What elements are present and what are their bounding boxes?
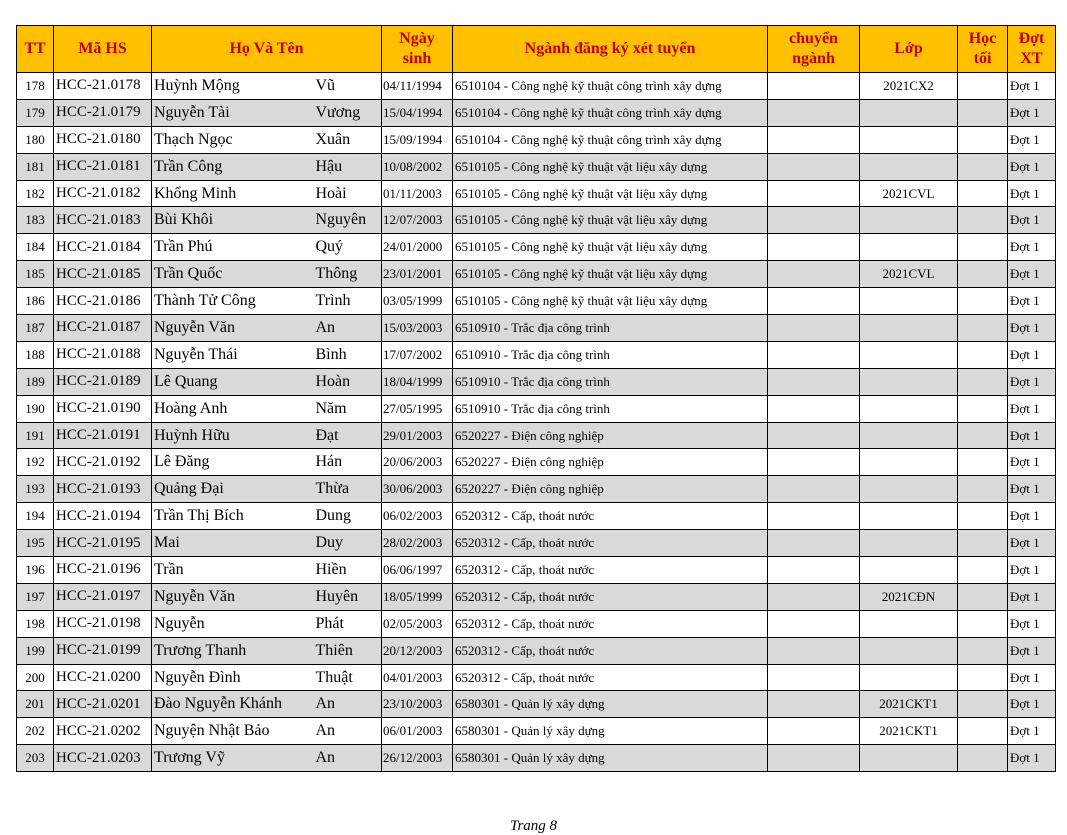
cell-hoc-toi	[958, 422, 1008, 449]
cell-ho: Nguyện Nhật Bảo	[152, 718, 314, 745]
cell-ngay-sinh: 12/07/2003	[382, 207, 453, 234]
table-row	[17, 288, 1056, 315]
cell-nganh: 6580301 - Quản lý xây dựng	[453, 691, 768, 718]
header-lop: Lớp	[860, 26, 958, 73]
header-dot-xt: Đợt XT	[1008, 26, 1056, 73]
table-row	[17, 691, 1056, 718]
cell-tt: 203	[17, 745, 54, 772]
cell-hoc-toi	[958, 476, 1008, 503]
cell-ten: Thừa	[314, 476, 382, 503]
table-row	[17, 503, 1056, 530]
cell-ho: Huỳnh Mộng	[152, 73, 314, 100]
cell-ten: Hán	[314, 449, 382, 476]
cell-hoc-toi	[958, 664, 1008, 691]
cell-ten: Năm	[314, 395, 382, 422]
cell-chuyen-nganh	[768, 126, 860, 153]
cell-ngay-sinh: 23/01/2001	[382, 261, 453, 288]
cell-ten: Huyên	[314, 583, 382, 610]
cell-chuyen-nganh	[768, 395, 860, 422]
cell-nganh: 6510105 - Công nghệ kỹ thuật vật liệu xây dựng	[453, 261, 768, 288]
cell-hoc-toi	[958, 583, 1008, 610]
cell-nganh: 6580301 - Quản lý xây dựng	[453, 718, 768, 745]
cell-ho: Trương Thanh	[152, 637, 314, 664]
cell-tt: 202	[17, 718, 54, 745]
header-hoc-toi: Học tối	[958, 26, 1008, 73]
cell-hoc-toi	[958, 315, 1008, 342]
cell-chuyen-nganh	[768, 691, 860, 718]
cell-ten: Duy	[314, 530, 382, 557]
cell-ma-hs: HCC-21.0179	[54, 99, 152, 126]
cell-nganh: 6510105 - Công nghệ kỹ thuật vật liệu xây dựng	[453, 288, 768, 315]
cell-tt: 188	[17, 341, 54, 368]
cell-nganh: 6520227 - Điện công nghiệp	[453, 449, 768, 476]
cell-chuyen-nganh	[768, 745, 860, 772]
cell-chuyen-nganh	[768, 530, 860, 557]
cell-ngay-sinh: 28/02/2003	[382, 530, 453, 557]
cell-ngay-sinh: 15/04/1994	[382, 99, 453, 126]
cell-chuyen-nganh	[768, 557, 860, 584]
table-row	[17, 610, 1056, 637]
table-row	[17, 718, 1056, 745]
cell-ma-hs: HCC-21.0196	[54, 557, 152, 584]
cell-ma-hs: HCC-21.0201	[54, 691, 152, 718]
cell-ngay-sinh: 04/01/2003	[382, 664, 453, 691]
cell-ngay-sinh: 24/01/2000	[382, 234, 453, 261]
cell-hoc-toi	[958, 368, 1008, 395]
cell-lop	[860, 503, 958, 530]
cell-tt: 190	[17, 395, 54, 422]
cell-ho: Mai	[152, 530, 314, 557]
cell-dot-xt: Đợt 1	[1008, 476, 1056, 503]
cell-tt: 187	[17, 315, 54, 342]
cell-ho: Hoàng Anh	[152, 395, 314, 422]
cell-ho: Đào Nguyễn Khánh	[152, 691, 314, 718]
cell-ma-hs: HCC-21.0193	[54, 476, 152, 503]
cell-hoc-toi	[958, 153, 1008, 180]
table-row	[17, 745, 1056, 772]
cell-tt: 192	[17, 449, 54, 476]
cell-nganh: 6510104 - Công nghệ kỹ thuật công trình xây dựng	[453, 99, 768, 126]
table-row	[17, 234, 1056, 261]
cell-tt: 198	[17, 610, 54, 637]
cell-dot-xt: Đợt 1	[1008, 234, 1056, 261]
cell-ho: Nguyễn Văn	[152, 583, 314, 610]
table-row	[17, 315, 1056, 342]
cell-lop	[860, 557, 958, 584]
cell-chuyen-nganh	[768, 503, 860, 530]
cell-lop: 2021CX2	[860, 73, 958, 100]
cell-nganh: 6520312 - Cấp, thoát nước	[453, 664, 768, 691]
cell-dot-xt: Đợt 1	[1008, 745, 1056, 772]
cell-dot-xt: Đợt 1	[1008, 288, 1056, 315]
cell-ngay-sinh: 18/05/1999	[382, 583, 453, 610]
cell-nganh: 6520227 - Điện công nghiệp	[453, 476, 768, 503]
table-row	[17, 422, 1056, 449]
cell-nganh: 6510105 - Công nghệ kỹ thuật vật liệu xây dựng	[453, 153, 768, 180]
cell-nganh: 6510910 - Trắc địa công trình	[453, 395, 768, 422]
cell-tt: 193	[17, 476, 54, 503]
cell-ngay-sinh: 01/11/2003	[382, 180, 453, 207]
cell-ten: An	[314, 718, 382, 745]
cell-hoc-toi	[958, 180, 1008, 207]
cell-ma-hs: HCC-21.0181	[54, 153, 152, 180]
cell-ma-hs: HCC-21.0197	[54, 583, 152, 610]
cell-ten: Vương	[314, 99, 382, 126]
cell-ma-hs: HCC-21.0185	[54, 261, 152, 288]
cell-ho: Nguyễn Văn	[152, 315, 314, 342]
cell-ho: Nguyễn Tài	[152, 99, 314, 126]
cell-ngay-sinh: 30/06/2003	[382, 476, 453, 503]
cell-hoc-toi	[958, 126, 1008, 153]
cell-dot-xt: Đợt 1	[1008, 126, 1056, 153]
cell-chuyen-nganh	[768, 583, 860, 610]
cell-tt: 195	[17, 530, 54, 557]
cell-dot-xt: Đợt 1	[1008, 395, 1056, 422]
header-chuyen-nganh: chuyển ngành	[768, 26, 860, 73]
cell-ma-hs: HCC-21.0192	[54, 449, 152, 476]
cell-nganh: 6510910 - Trắc địa công trình	[453, 368, 768, 395]
cell-chuyen-nganh	[768, 422, 860, 449]
cell-nganh: 6510105 - Công nghệ kỹ thuật vật liệu xây dựng	[453, 180, 768, 207]
cell-lop	[860, 449, 958, 476]
cell-ma-hs: HCC-21.0200	[54, 664, 152, 691]
cell-chuyen-nganh	[768, 476, 860, 503]
cell-tt: 197	[17, 583, 54, 610]
cell-dot-xt: Đợt 1	[1008, 637, 1056, 664]
cell-nganh: 6510105 - Công nghệ kỹ thuật vật liệu xây dựng	[453, 207, 768, 234]
cell-nganh: 6580301 - Quản lý xây dựng	[453, 745, 768, 772]
cell-nganh: 6510104 - Công nghệ kỹ thuật công trình xây dựng	[453, 126, 768, 153]
cell-dot-xt: Đợt 1	[1008, 99, 1056, 126]
cell-ho: Khổng Minh	[152, 180, 314, 207]
cell-ma-hs: HCC-21.0203	[54, 745, 152, 772]
cell-nganh: 6520227 - Điện công nghiệp	[453, 422, 768, 449]
cell-ho: Thạch Ngọc	[152, 126, 314, 153]
cell-nganh: 6520312 - Cấp, thoát nước	[453, 503, 768, 530]
table-row	[17, 395, 1056, 422]
cell-lop	[860, 126, 958, 153]
cell-ho: Nguyễn Thái	[152, 341, 314, 368]
cell-lop	[860, 99, 958, 126]
cell-ten: Hậu	[314, 153, 382, 180]
cell-tt: 180	[17, 126, 54, 153]
table-row	[17, 341, 1056, 368]
cell-nganh: 6520312 - Cấp, thoát nước	[453, 530, 768, 557]
cell-hoc-toi	[958, 691, 1008, 718]
cell-ho: Trần	[152, 557, 314, 584]
cell-hoc-toi	[958, 745, 1008, 772]
cell-ho: Bùi Khôi	[152, 207, 314, 234]
cell-ma-hs: HCC-21.0202	[54, 718, 152, 745]
cell-ten: Hiền	[314, 557, 382, 584]
cell-ngay-sinh: 10/08/2002	[382, 153, 453, 180]
cell-nganh: 6520312 - Cấp, thoát nước	[453, 610, 768, 637]
cell-ngay-sinh: 15/09/1994	[382, 126, 453, 153]
cell-lop: 2021CVL	[860, 180, 958, 207]
cell-dot-xt: Đợt 1	[1008, 557, 1056, 584]
cell-hoc-toi	[958, 288, 1008, 315]
cell-tt: 184	[17, 234, 54, 261]
cell-chuyen-nganh	[768, 315, 860, 342]
cell-ten: Thông	[314, 261, 382, 288]
table-row	[17, 476, 1056, 503]
cell-lop	[860, 341, 958, 368]
cell-ma-hs: HCC-21.0187	[54, 315, 152, 342]
cell-ho: Trần Phú	[152, 234, 314, 261]
cell-dot-xt: Đợt 1	[1008, 610, 1056, 637]
cell-chuyen-nganh	[768, 449, 860, 476]
table-row	[17, 583, 1056, 610]
header-ngay-sinh: Ngày sinh	[382, 26, 453, 73]
cell-ho: Thành Tử Công	[152, 288, 314, 315]
cell-ma-hs: HCC-21.0199	[54, 637, 152, 664]
cell-hoc-toi	[958, 530, 1008, 557]
cell-lop: 2021CKT1	[860, 691, 958, 718]
table-row	[17, 368, 1056, 395]
cell-tt: 199	[17, 637, 54, 664]
cell-nganh: 6520312 - Cấp, thoát nước	[453, 583, 768, 610]
cell-lop	[860, 610, 958, 637]
cell-ten: An	[314, 315, 382, 342]
table-row	[17, 207, 1056, 234]
cell-dot-xt: Đợt 1	[1008, 341, 1056, 368]
header-ma-hs: Mã HS	[54, 26, 152, 73]
cell-ho: Nguyễn Đình	[152, 664, 314, 691]
table-row	[17, 449, 1056, 476]
table-row	[17, 261, 1056, 288]
cell-dot-xt: Đợt 1	[1008, 664, 1056, 691]
cell-tt: 186	[17, 288, 54, 315]
cell-dot-xt: Đợt 1	[1008, 153, 1056, 180]
cell-lop	[860, 422, 958, 449]
cell-dot-xt: Đợt 1	[1008, 180, 1056, 207]
cell-lop	[860, 368, 958, 395]
cell-dot-xt: Đợt 1	[1008, 691, 1056, 718]
cell-chuyen-nganh	[768, 368, 860, 395]
cell-tt: 183	[17, 207, 54, 234]
page-footer: Trang 8	[509, 818, 558, 834]
cell-ten: Thiên	[314, 637, 382, 664]
cell-ngay-sinh: 02/05/2003	[382, 610, 453, 637]
cell-tt: 201	[17, 691, 54, 718]
table-row	[17, 153, 1056, 180]
cell-ho: Trương Vỹ	[152, 745, 314, 772]
cell-lop	[860, 745, 958, 772]
cell-tt: 178	[17, 73, 54, 100]
cell-lop: 2021CKT1	[860, 718, 958, 745]
cell-ma-hs: HCC-21.0182	[54, 180, 152, 207]
cell-ngay-sinh: 26/12/2003	[382, 745, 453, 772]
cell-dot-xt: Đợt 1	[1008, 503, 1056, 530]
admission-table	[16, 25, 1056, 772]
cell-ten: Thuật	[314, 664, 382, 691]
cell-ngay-sinh: 06/06/1997	[382, 557, 453, 584]
cell-ten: Bình	[314, 341, 382, 368]
cell-hoc-toi	[958, 234, 1008, 261]
cell-ma-hs: HCC-21.0184	[54, 234, 152, 261]
cell-dot-xt: Đợt 1	[1008, 449, 1056, 476]
cell-ma-hs: HCC-21.0188	[54, 341, 152, 368]
cell-tt: 194	[17, 503, 54, 530]
cell-lop	[860, 315, 958, 342]
table-row	[17, 637, 1056, 664]
header-tt: TT	[17, 26, 54, 73]
cell-ten: Phát	[314, 610, 382, 637]
cell-chuyen-nganh	[768, 234, 860, 261]
cell-ho: Huỳnh Hữu	[152, 422, 314, 449]
cell-ten: An	[314, 745, 382, 772]
cell-hoc-toi	[958, 610, 1008, 637]
cell-ngay-sinh: 18/04/1999	[382, 368, 453, 395]
cell-ngay-sinh: 15/03/2003	[382, 315, 453, 342]
cell-nganh: 6510104 - Công nghệ kỹ thuật công trình xây dựng	[453, 73, 768, 100]
cell-dot-xt: Đợt 1	[1008, 315, 1056, 342]
cell-ten: Xuân	[314, 126, 382, 153]
cell-lop	[860, 530, 958, 557]
cell-dot-xt: Đợt 1	[1008, 530, 1056, 557]
cell-hoc-toi	[958, 637, 1008, 664]
cell-chuyen-nganh	[768, 288, 860, 315]
cell-ten: Vũ	[314, 73, 382, 100]
cell-tt: 191	[17, 422, 54, 449]
cell-hoc-toi	[958, 341, 1008, 368]
table-row	[17, 530, 1056, 557]
cell-hoc-toi	[958, 718, 1008, 745]
cell-ho: Quảng Đại	[152, 476, 314, 503]
cell-chuyen-nganh	[768, 610, 860, 637]
cell-ngay-sinh: 27/05/1995	[382, 395, 453, 422]
cell-nganh: 6510105 - Công nghệ kỹ thuật vật liệu xây dựng	[453, 234, 768, 261]
cell-dot-xt: Đợt 1	[1008, 207, 1056, 234]
cell-dot-xt: Đợt 1	[1008, 73, 1056, 100]
table-row	[17, 180, 1056, 207]
cell-ma-hs: HCC-21.0180	[54, 126, 152, 153]
cell-ho: Trần Quốc	[152, 261, 314, 288]
cell-lop	[860, 288, 958, 315]
cell-lop	[860, 207, 958, 234]
cell-nganh: 6520312 - Cấp, thoát nước	[453, 557, 768, 584]
cell-lop: 2021CVL	[860, 261, 958, 288]
cell-lop	[860, 637, 958, 664]
cell-ten: Dung	[314, 503, 382, 530]
cell-dot-xt: Đợt 1	[1008, 422, 1056, 449]
cell-dot-xt: Đợt 1	[1008, 261, 1056, 288]
table-row	[17, 73, 1056, 100]
cell-chuyen-nganh	[768, 99, 860, 126]
cell-ma-hs: HCC-21.0195	[54, 530, 152, 557]
cell-ma-hs: HCC-21.0186	[54, 288, 152, 315]
cell-tt: 196	[17, 557, 54, 584]
cell-ten: Quý	[314, 234, 382, 261]
cell-ngay-sinh: 17/07/2002	[382, 341, 453, 368]
cell-ma-hs: HCC-21.0183	[54, 207, 152, 234]
cell-chuyen-nganh	[768, 664, 860, 691]
cell-dot-xt: Đợt 1	[1008, 368, 1056, 395]
cell-ngay-sinh: 06/01/2003	[382, 718, 453, 745]
cell-chuyen-nganh	[768, 180, 860, 207]
cell-ten: Trình	[314, 288, 382, 315]
cell-ho: Trần Thị Bích	[152, 503, 314, 530]
cell-hoc-toi	[958, 557, 1008, 584]
cell-ten: Hoàn	[314, 368, 382, 395]
header-ho-ten: Họ Và Tên	[152, 26, 382, 73]
table-row	[17, 664, 1056, 691]
header-nganh: Ngành đăng ký xét tuyển	[453, 26, 768, 73]
cell-tt: 200	[17, 664, 54, 691]
cell-nganh: 6520312 - Cấp, thoát nước	[453, 637, 768, 664]
cell-ma-hs: HCC-21.0191	[54, 422, 152, 449]
cell-ten: Hoài	[314, 180, 382, 207]
cell-chuyen-nganh	[768, 718, 860, 745]
cell-hoc-toi	[958, 207, 1008, 234]
cell-lop	[860, 476, 958, 503]
cell-ngay-sinh: 29/01/2003	[382, 422, 453, 449]
cell-ho: Lê Quang	[152, 368, 314, 395]
cell-ho: Nguyễn	[152, 610, 314, 637]
cell-ma-hs: HCC-21.0189	[54, 368, 152, 395]
cell-lop: 2021CĐN	[860, 583, 958, 610]
cell-lop	[860, 395, 958, 422]
cell-chuyen-nganh	[768, 637, 860, 664]
cell-chuyen-nganh	[768, 153, 860, 180]
cell-hoc-toi	[958, 73, 1008, 100]
table-row	[17, 557, 1056, 584]
cell-ngay-sinh: 04/11/1994	[382, 73, 453, 100]
cell-ngay-sinh: 03/05/1999	[382, 288, 453, 315]
cell-nganh: 6510910 - Trắc địa công trình	[453, 315, 768, 342]
cell-ma-hs: HCC-21.0198	[54, 610, 152, 637]
cell-ngay-sinh: 23/10/2003	[382, 691, 453, 718]
table-row	[17, 99, 1056, 126]
table-row	[17, 126, 1056, 153]
table-body	[17, 73, 1056, 772]
cell-ho: Trần Công	[152, 153, 314, 180]
cell-ten: An	[314, 691, 382, 718]
cell-ma-hs: HCC-21.0194	[54, 503, 152, 530]
cell-tt: 182	[17, 180, 54, 207]
cell-tt: 181	[17, 153, 54, 180]
cell-lop	[860, 153, 958, 180]
cell-hoc-toi	[958, 99, 1008, 126]
cell-nganh: 6510910 - Trắc địa công trình	[453, 341, 768, 368]
cell-ma-hs: HCC-21.0190	[54, 395, 152, 422]
cell-tt: 185	[17, 261, 54, 288]
cell-chuyen-nganh	[768, 207, 860, 234]
cell-ten: Nguyên	[314, 207, 382, 234]
cell-lop	[860, 664, 958, 691]
cell-hoc-toi	[958, 449, 1008, 476]
cell-tt: 189	[17, 368, 54, 395]
cell-hoc-toi	[958, 261, 1008, 288]
cell-ma-hs: HCC-21.0178	[54, 73, 152, 100]
cell-ho: Lê Đăng	[152, 449, 314, 476]
cell-ngay-sinh: 06/02/2003	[382, 503, 453, 530]
cell-chuyen-nganh	[768, 341, 860, 368]
cell-ten: Đạt	[314, 422, 382, 449]
cell-tt: 179	[17, 99, 54, 126]
header-row	[17, 26, 1056, 73]
cell-chuyen-nganh	[768, 261, 860, 288]
cell-dot-xt: Đợt 1	[1008, 718, 1056, 745]
cell-dot-xt: Đợt 1	[1008, 583, 1056, 610]
cell-ngay-sinh: 20/12/2003	[382, 637, 453, 664]
cell-hoc-toi	[958, 395, 1008, 422]
cell-hoc-toi	[958, 503, 1008, 530]
cell-ngay-sinh: 20/06/2003	[382, 449, 453, 476]
cell-lop	[860, 234, 958, 261]
cell-chuyen-nganh	[768, 73, 860, 100]
